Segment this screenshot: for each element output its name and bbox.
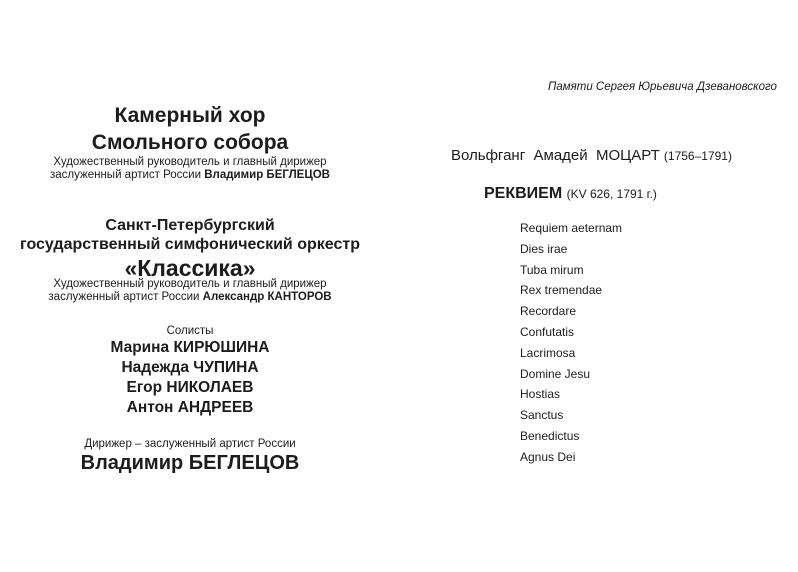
choir-director-name: Владимир БЕГЛЕЦОВ (204, 169, 330, 181)
orchestra-director-title: заслуженный артист России (48, 291, 200, 303)
composer-line (451, 147, 732, 164)
choir-director-title: заслуженный артист России (50, 169, 202, 181)
movement-item: Hostias (520, 387, 561, 402)
soloist-name: Надежда ЧУПИНА (121, 359, 259, 376)
work-title: РЕКВИЕМ (484, 185, 563, 202)
composer-name: Вольфганг Амадей МОЦАРТ (451, 147, 660, 164)
work-heading (484, 185, 657, 203)
movement-item: Lacrimosa (520, 345, 576, 360)
orchestra-director-name: Александр КАНТОРОВ (202, 291, 332, 303)
orchestra-name: «Классика» (124, 255, 256, 281)
dedication: Памяти Сергея Юрьевича Дзевановского (548, 81, 777, 93)
orchestra-line1: Санкт-Петербургский (105, 217, 275, 234)
choir-director-line (0, 168, 380, 182)
work-catalog: (KV 626, 1791 г.) (566, 187, 657, 201)
orchestra-director-line (0, 290, 380, 304)
conductor-label: Дирижер – заслуженный артист России (84, 438, 296, 450)
movement-item: Dies irae (520, 241, 568, 256)
soloists-heading: Солисты (166, 325, 214, 337)
movement-item: Rex tremendae (520, 283, 603, 298)
movement-item: Agnus Dei (520, 449, 576, 464)
movement-item: Confutatis (520, 324, 575, 339)
movement-item: Benedictus (520, 428, 580, 443)
soloist-name: Егор НИКОЛАЕВ (126, 379, 254, 396)
movement-item: Domine Jesu (520, 366, 591, 381)
composer-years: (1756–1791) (663, 149, 732, 163)
movement-item: Sanctus (520, 408, 564, 423)
movement-item: Recordare (520, 304, 577, 319)
movement-item: Tuba mirum (520, 262, 584, 277)
orchestra-line2: государственный симфонический оркестр (20, 236, 360, 253)
orchestra-director-role: Художественный руководитель и главный дирижер (53, 278, 327, 290)
conductor-name: Владимир БЕГЛЕЦОВ (80, 452, 300, 474)
soloist-name: Антон АНДРЕЕВ (126, 399, 254, 416)
movement-item: Requiem aeternam (520, 221, 623, 235)
choir-title-line2: Смольного собора (91, 131, 289, 154)
soloist-name: Марина КИРЮШИНА (110, 339, 270, 356)
choir-title-line1: Камерный хор (114, 104, 266, 127)
movements-list (520, 220, 622, 470)
choir-director-role: Художественный руководитель и главный дирижер (53, 156, 327, 168)
